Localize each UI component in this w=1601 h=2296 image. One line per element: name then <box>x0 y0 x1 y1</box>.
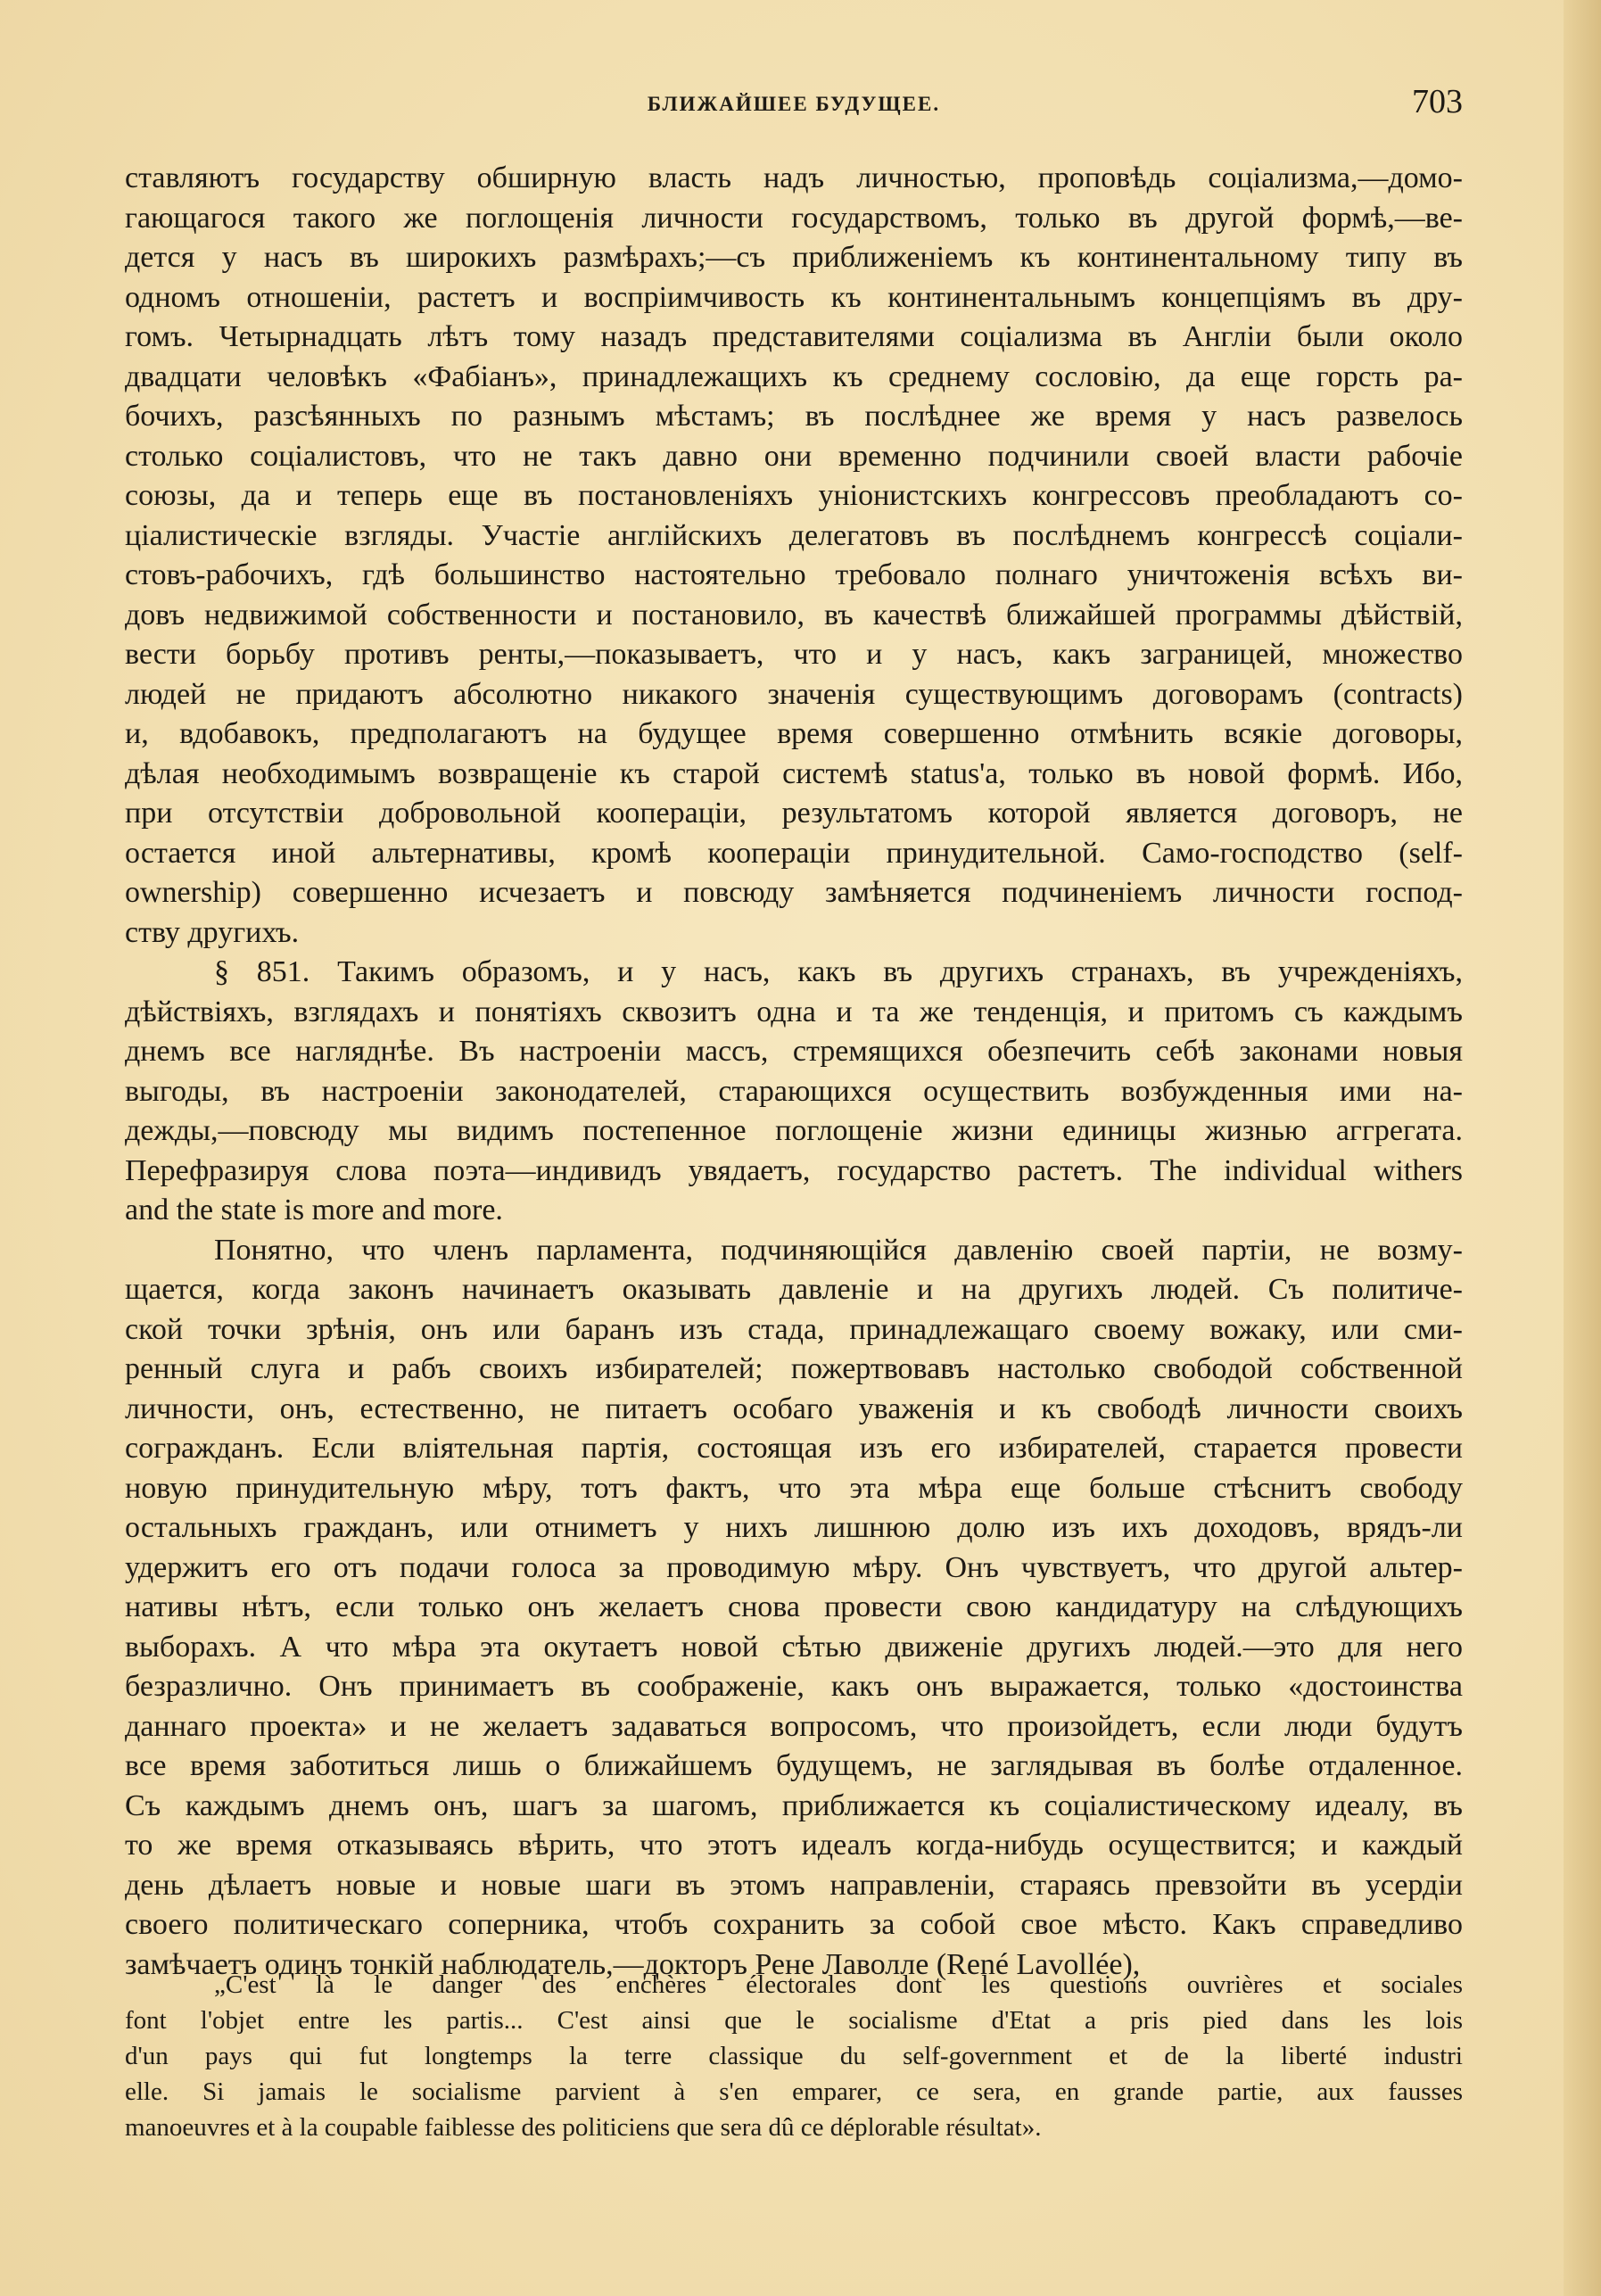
text-line: вести борьбу противъ ренты,—показываетъ, что и у насъ, какъ заграницей, множество <box>125 638 1463 671</box>
text-line: все время заботиться лишь о ближайшемъ будущемъ, не заглядывая въ болѣе отдаленное. <box>125 1749 1463 1782</box>
text-line: союзы, да и теперь еще въ постановленіяхъ уніонистскихъ конгрессовъ преобладаютъ со- <box>125 479 1463 512</box>
text-line: людей не придаютъ абсолютно никакого значенія существующимъ договорамъ (contracts) <box>125 677 1463 711</box>
text-line: ству другихъ. <box>125 915 300 949</box>
text-line: Перефразируя слова поэта—индивидъ увядаетъ, государство растетъ. The individual withers <box>125 1153 1463 1187</box>
text-line: удержитъ его отъ подачи голоса за проводимую мѣру. Онъ чувствуетъ, что другой альтер- <box>125 1550 1463 1584</box>
text-line: гающагося такого же поглощенія личности государствомъ, только въ другой формѣ,—ве- <box>125 201 1463 235</box>
text-line: щается, когда законъ начинаетъ оказывать давленіе и на другихъ людей. Съ политиче- <box>125 1273 1463 1306</box>
text-line: Понятно, что членъ парламента, подчиняющійся давленію своей партіи, не возму- <box>214 1233 1463 1267</box>
text-line: днемъ все нагляднѣе. Въ настроеніи массъ, стремящихся обезпечить себѣ законами новыя <box>125 1035 1463 1068</box>
text-line: дется у насъ въ широкихъ размѣрахъ;—съ приближеніемъ къ континентальному типу въ <box>125 241 1463 274</box>
text-line: личности, онъ, естественно, не питаетъ особаго уваженія и къ свободѣ личности своихъ <box>125 1392 1463 1425</box>
text-line: день дѣлаетъ новые и новые шаги въ этомъ направленіи, стараясь превзойти въ усердіи <box>125 1868 1463 1902</box>
quote-line: font l'objet entre les partis... C'est ainsi que le socialisme d'Etat a pris pied dans les lois <box>125 2006 1463 2035</box>
text-line: замѣчаетъ одинъ тонкій наблюдатель,—докторъ Рене Лаволле (René Lavollée), <box>125 1947 1141 1981</box>
text-line: своего политическаго соперника, чтобъ сохранить за собой свое мѣсто. Какъ справедливо <box>125 1908 1463 1941</box>
text-line: § 851. Такимъ образомъ, и у насъ, какъ въ другихъ странахъ, въ учрежденіяхъ, <box>214 955 1463 988</box>
text-line: довъ недвижимой собственности и постановило, въ качествѣ ближайшей программы дѣйствій, <box>125 598 1463 632</box>
text-line: ownership) совершенно исчезаетъ и повсюду замѣняется подчиненіемъ личности господ- <box>125 876 1463 909</box>
text-line: стовъ-рабочихъ, гдѣ большинство настоятельно требовало полнаго уничтоженія всѣхъ ви- <box>125 558 1463 591</box>
french-quotation <box>125 1967 1463 2145</box>
text-line: ренный слуга и рабъ своихъ избирателей; пожертвовавъ настолько свободой собственной <box>125 1352 1463 1385</box>
text-line: ской точки зрѣнія, онъ или баранъ изъ стада, принадлежащаго своему вожаку, или сми- <box>125 1312 1463 1346</box>
text-line: то же время отказываясь вѣрить, что этотъ идеалъ когда-нибудь осуществится; и каждый <box>125 1829 1463 1862</box>
paragraph <box>125 1231 1463 1986</box>
quote-line: manoeuvres et à la coupable faiblesse des politiciens que sera dû ce déplorable résultat». <box>125 2113 1042 2142</box>
text-line: бочихъ, разсѣянныхъ по разнымъ мѣстамъ; въ послѣднее же время у насъ развелось <box>125 400 1463 433</box>
text-line: и, вдобавокъ, предполагаютъ на будущее время совершенно отмѣнить всякіе договоры, <box>125 717 1463 750</box>
text-line: столько соціалистовъ, что не такъ давно они временно подчинили своей власти рабочіе <box>125 439 1463 473</box>
page-edge <box>1564 0 1601 2296</box>
text-line: гомъ. Четырнадцать лѣтъ тому назадъ представителями соціализма въ Англіи были около <box>125 320 1463 353</box>
text-line: Съ каждымъ днемъ онъ, шагъ за шагомъ, приближается къ соціалистическому идеалу, въ <box>125 1788 1463 1822</box>
paragraph <box>125 953 1463 1231</box>
text-line: новую принудительную мѣру, тотъ фактъ, что эта мѣра еще больше стѣснитъ свободу <box>125 1471 1463 1505</box>
text-line: даннаго проекта» и не желаетъ задаваться вопросомъ, что произойдетъ, если люди будутъ <box>125 1709 1463 1743</box>
body-text <box>125 159 1463 1985</box>
text-line: выборахъ. А что мѣра эта окутаетъ новой сѣтью движеніе другихъ людей.—это для него <box>125 1630 1463 1664</box>
text-line: выгоды, въ настроеніи законодателей, старающихся осуществить возбужденныя ими на- <box>125 1074 1463 1108</box>
text-line: при отсутствіи добровольной коопераціи, результатомъ которой является договоръ, не <box>125 797 1463 830</box>
quote-line: „C'est là le danger des enchères électorales dont les questions ouvrières et sociales <box>214 1970 1463 1999</box>
text-line: согражданъ. Если вліятельная партія, состоящая изъ его избирателей, старается провести <box>125 1432 1463 1465</box>
paragraph <box>125 159 1463 953</box>
running-header <box>125 82 1463 127</box>
text-line: остальныхъ гражданъ, или отниметъ у нихъ лишнюю долю изъ ихъ доходовъ, врядъ-ли <box>125 1511 1463 1544</box>
text-line: and the state is more and more. <box>125 1193 503 1226</box>
text-line: ціалистическіе взгляды. Участіе англійскихъ делегатовъ въ послѣднемъ конгрессѣ соціали- <box>125 518 1463 552</box>
text-line: двадцати человѣкъ «Фабіанъ», принадлежащихъ къ среднему сословію, да еще горсть ра- <box>125 359 1463 393</box>
text-line: нативы нѣтъ, если только онъ желаетъ снова провести свою кандидатуру на слѣдующихъ <box>125 1590 1463 1623</box>
text-line: остается иной альтернативы, кромѣ коопераціи принудительной. Само-господство (self- <box>125 836 1463 870</box>
text-line: дежды,—повсюду мы видимъ постепенное поглощеніе жизни единицы жизнью аггрегата. <box>125 1114 1463 1147</box>
text-line: дѣйствіяхъ, взглядахъ и понятіяхъ сквозитъ одна и та же тенденція, и притомъ съ каждымъ <box>125 995 1463 1028</box>
page-number: 703 <box>1412 83 1463 120</box>
quote-line: d'un pays qui fut longtemps la terre classique du self-government et de la liberté industri <box>125 2042 1463 2070</box>
text-line: безразлично. Онъ принимаетъ въ соображеніе, какъ онъ выражается, только «достоинства <box>125 1670 1463 1703</box>
text-line: ставляютъ государству обширную власть надъ личностью, проповѣдь соціализма,—домо- <box>125 161 1463 194</box>
text-line: дѣлая необходимымъ возвращеніе къ старой системѣ status'a, только въ новой формѣ. Ибо, <box>125 756 1463 790</box>
running-title: БЛИЖАЙШЕЕ БУДУЩЕЕ. <box>647 93 941 115</box>
quote-line: elle. Si jamais le socialisme parvient à s'en emparer, ce sera, en grande partie, aux fausses <box>125 2077 1463 2106</box>
text-line: одномъ отношеніи, растетъ и воспріимчивость къ континентальнымъ концепціямъ въ дру- <box>125 280 1463 314</box>
